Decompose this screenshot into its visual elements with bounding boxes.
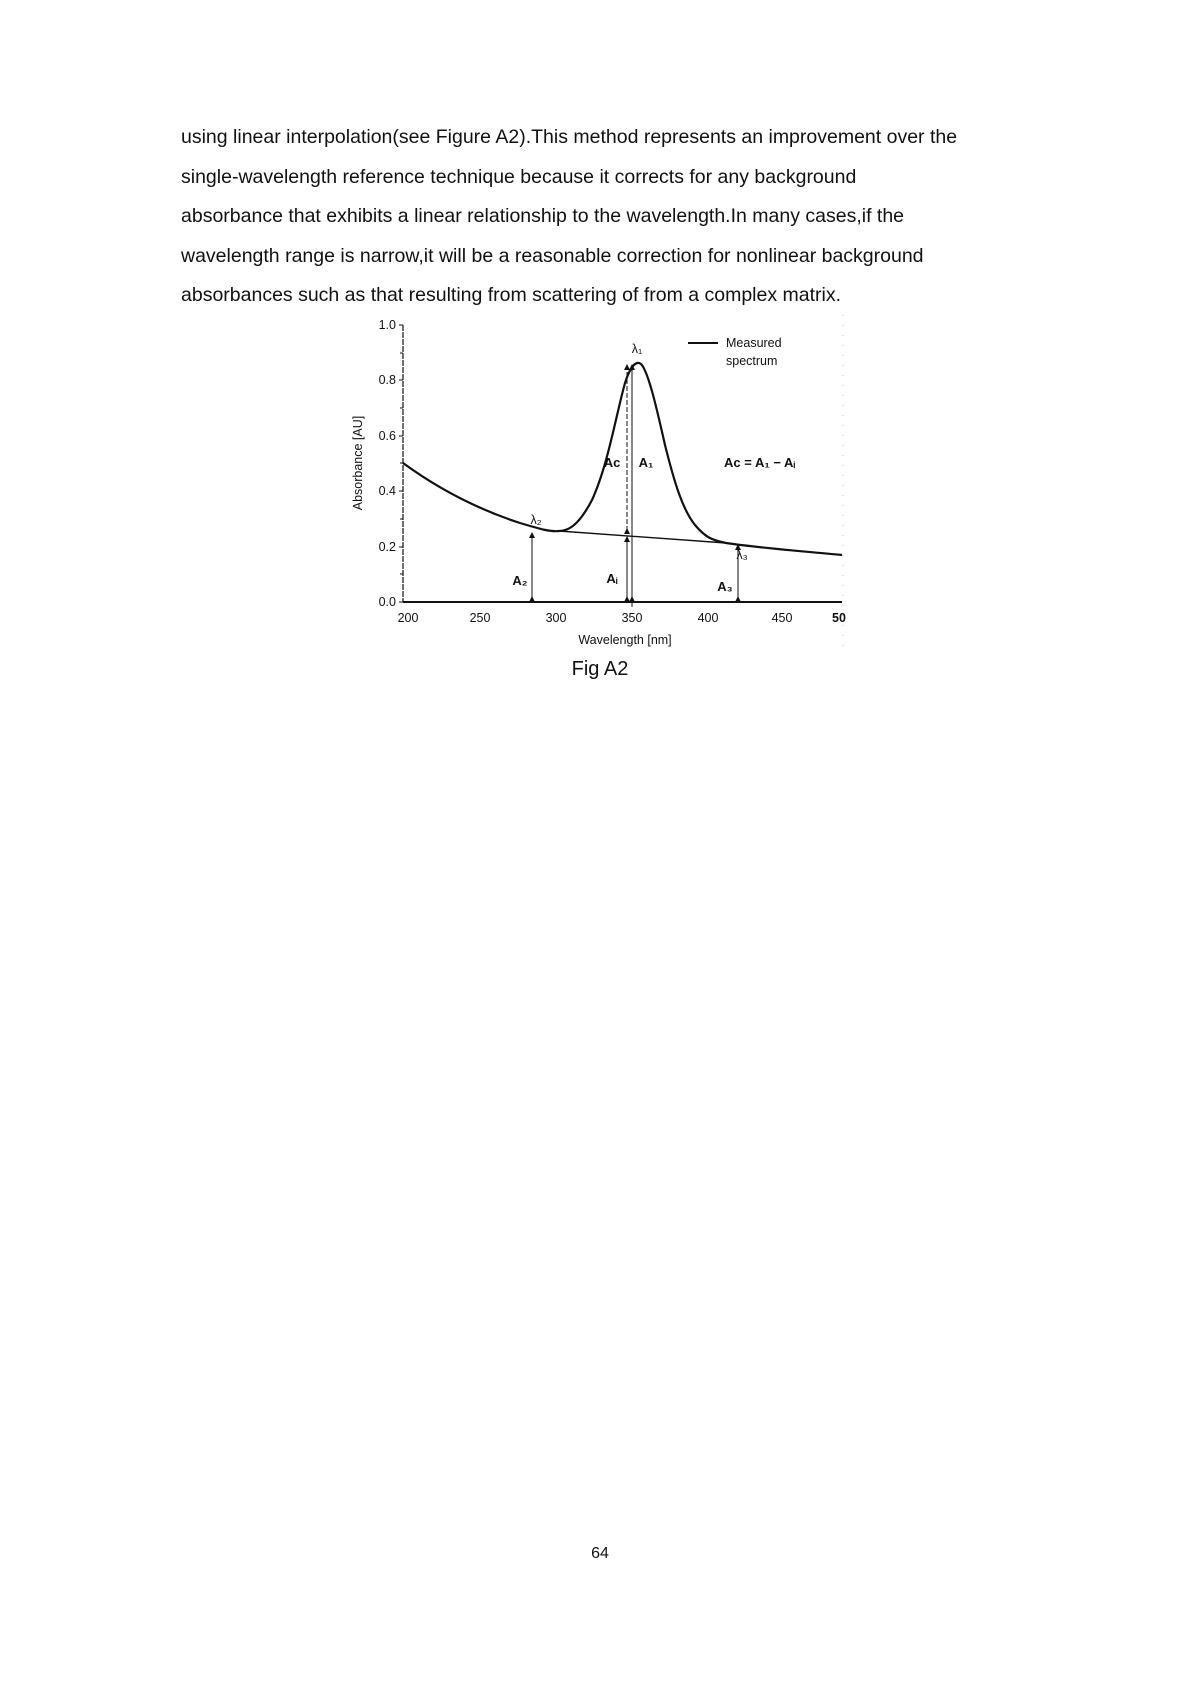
- a2-label: A₂: [512, 573, 528, 588]
- x-tick-label: 400: [697, 611, 719, 625]
- paragraph-line: single-wavelength reference technique because it corrects for any background: [181, 165, 857, 188]
- x-axis-title: Wavelength [nm]: [578, 633, 672, 647]
- body-paragraph: [181, 118, 1061, 316]
- y-tick-label: 0.0: [378, 595, 396, 609]
- figure-a2: [340, 305, 860, 655]
- paragraph-line: absorbance that exhibits a linear relationship to the wavelength.In many cases,if the: [181, 205, 905, 227]
- x-tick-label: 450: [771, 611, 793, 625]
- y-tick-label: 0.6: [378, 429, 396, 443]
- absorbance-chart: [340, 305, 860, 655]
- x-tick-label: 250: [469, 611, 491, 625]
- paragraph-line: using linear interpolation(see Figure A2).This method represents an improvement over the: [181, 126, 958, 148]
- x-tick-label: 50: [832, 611, 846, 625]
- page-number: 64: [591, 1545, 609, 1562]
- ac-label: Aᴄ: [603, 455, 621, 470]
- x-tick-label: 200: [397, 611, 419, 625]
- lambda3-label: λ₃: [736, 548, 748, 562]
- x-tick-label: 350: [621, 611, 643, 625]
- y-axis-title: Absorbance [AU]: [351, 415, 365, 511]
- legend-label: Measured: [726, 336, 782, 350]
- a1-label: A₁: [638, 455, 654, 470]
- a3-label: A₃: [717, 579, 733, 594]
- y-tick-label: 1.0: [378, 318, 396, 332]
- y-tick-label: 0.2: [378, 540, 396, 554]
- paragraph-line: absorbances such as that resulting from scattering of from a complex matrix.: [181, 284, 842, 306]
- legend-label: spectrum: [726, 354, 778, 368]
- lambda1-label: λ₁: [631, 342, 643, 356]
- paragraph-line: wavelength range is narrow,it will be a reasonable correction for nonlinear background: [181, 244, 924, 267]
- lambda2-label: λ₂: [530, 513, 542, 527]
- y-tick-label: 0.4: [378, 484, 396, 498]
- y-ticks: [399, 325, 403, 602]
- y-tick-label: 0.8: [378, 373, 396, 387]
- equation-label: Aᴄ = A₁ − Aᵢ: [724, 455, 796, 470]
- x-tick-label: 300: [545, 611, 567, 625]
- figure-caption: Fig A2: [571, 658, 629, 680]
- ai-label: Aᵢ: [606, 571, 618, 586]
